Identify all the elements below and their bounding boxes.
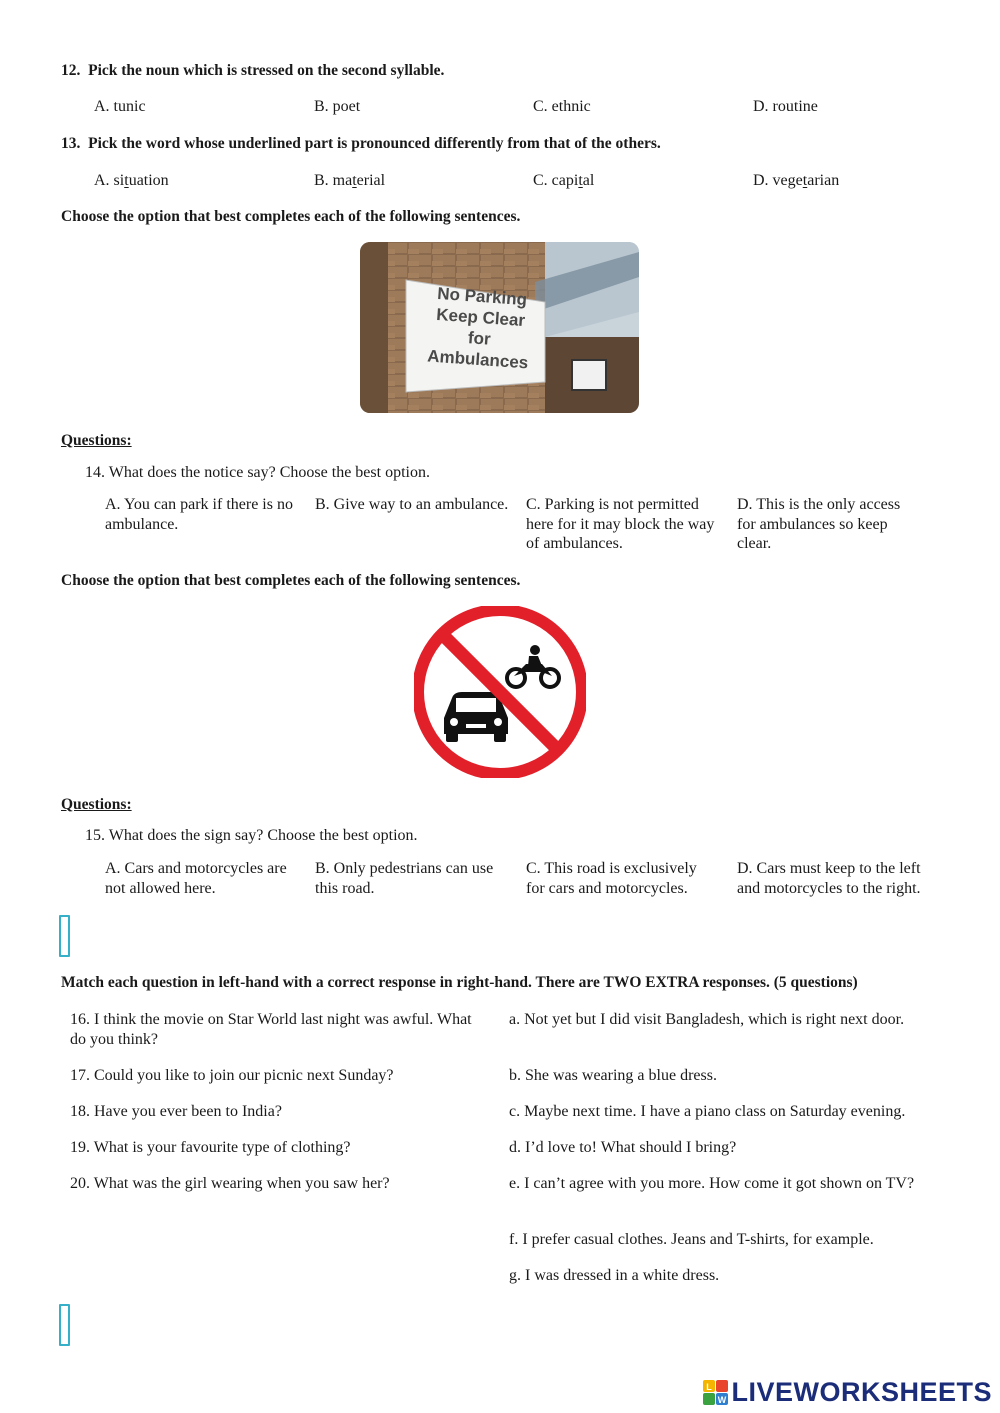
liveworksheets-brand	[703, 1377, 992, 1409]
no-cars-no-motorcycles-icon	[414, 606, 586, 778]
q13-option-b[interactable]: B. material	[314, 172, 386, 189]
match-response-a: a. Not yet but I did visit Bangladesh, which is right next door.	[509, 1011, 905, 1028]
q13-option-c[interactable]: C. capital	[533, 172, 595, 189]
q15-option-d[interactable]: D. Cars must keep to the left and motorcycles to the right.	[737, 860, 921, 897]
svg-text:W: W	[718, 1395, 727, 1405]
q14-prompt: 14. What does the notice say? Choose the best option.	[85, 464, 430, 481]
q15-prompt: 15. What does the sign say? Choose the best option.	[85, 827, 418, 844]
liveworksheets-logo-icon	[703, 1380, 729, 1406]
svg-text:L: L	[706, 1382, 713, 1392]
q12-option-b[interactable]: B. poet	[314, 98, 361, 115]
q13-option-d[interactable]: D. vegetarian	[753, 172, 840, 189]
q12-option-c[interactable]: C. ethnic	[533, 98, 591, 115]
q14-option-c[interactable]: C. Parking is not permitted here for it may block the way of ambulances.	[526, 496, 715, 552]
q14-option-d[interactable]: D. This is the only access for ambulances so keep clear.	[737, 496, 901, 552]
q13-title: 13. Pick the word whose underlined part is pronounced differently from that of the others.	[61, 135, 661, 152]
q14-option-a[interactable]: A. You can park if there is no ambulance.	[105, 496, 293, 533]
q12-title: 12. Pick the noun which is stressed on the second syllable.	[61, 62, 445, 79]
answer-input-2[interactable]	[59, 1304, 70, 1346]
questions-label-1: Questions:	[61, 432, 132, 449]
brand-name: LIVEWORKSHEETS	[731, 1377, 992, 1408]
match-response-f: f. I prefer casual clothes. Jeans and T-shirts, for example.	[509, 1231, 874, 1248]
match-response-c: c. Maybe next time. I have a piano class on Saturday evening.	[509, 1103, 906, 1120]
no-parking-sign-text: No Parking Keep Clear for Ambulances	[426, 283, 529, 373]
q15-option-a[interactable]: A. Cars and motorcycles are not allowed here.	[105, 860, 287, 897]
match-response-e: e. I can’t agree with you more. How come it got shown on TV?	[509, 1175, 915, 1192]
section-instruction-2: Choose the option that best completes each of the following sentences.	[61, 572, 521, 589]
q12-option-d[interactable]: D. routine	[753, 98, 818, 115]
q13-option-a[interactable]: A. situation	[94, 172, 169, 189]
match-question-18: 18. Have you ever been to India?	[70, 1103, 282, 1120]
questions-label-2: Questions:	[61, 796, 132, 813]
match-question-20: 20. What was the girl wearing when you saw her?	[70, 1175, 390, 1192]
q15-option-c[interactable]: C. This road is exclusively for cars and motorcycles.	[526, 860, 697, 897]
match-response-g: g. I was dressed in a white dress.	[509, 1267, 720, 1284]
answer-input-1[interactable]	[59, 915, 70, 957]
match-question-17: 17. Could you like to join our picnic next Sunday?	[70, 1067, 394, 1084]
section-instruction-1: Choose the option that best completes each of the following sentences.	[61, 208, 521, 225]
match-response-b: b. She was wearing a blue dress.	[509, 1067, 717, 1084]
q15-option-b[interactable]: B. Only pedestrians can use this road.	[315, 860, 494, 897]
no-parking-photo	[360, 242, 639, 413]
q12-option-a[interactable]: A. tunic	[94, 98, 146, 115]
match-question-16: 16. I think the movie on Star World last night was awful. What do you think?	[70, 1011, 472, 1048]
match-instruction: Match each question in left-hand with a correct response in right-hand. There are TWO EXTRA responses. (5 questions)	[61, 974, 858, 991]
q14-option-b[interactable]: B. Give way to an ambulance.	[315, 496, 509, 513]
match-response-d: d. I’d love to! What should I bring?	[509, 1139, 737, 1156]
match-question-19: 19. What is your favourite type of clothing?	[70, 1139, 351, 1156]
